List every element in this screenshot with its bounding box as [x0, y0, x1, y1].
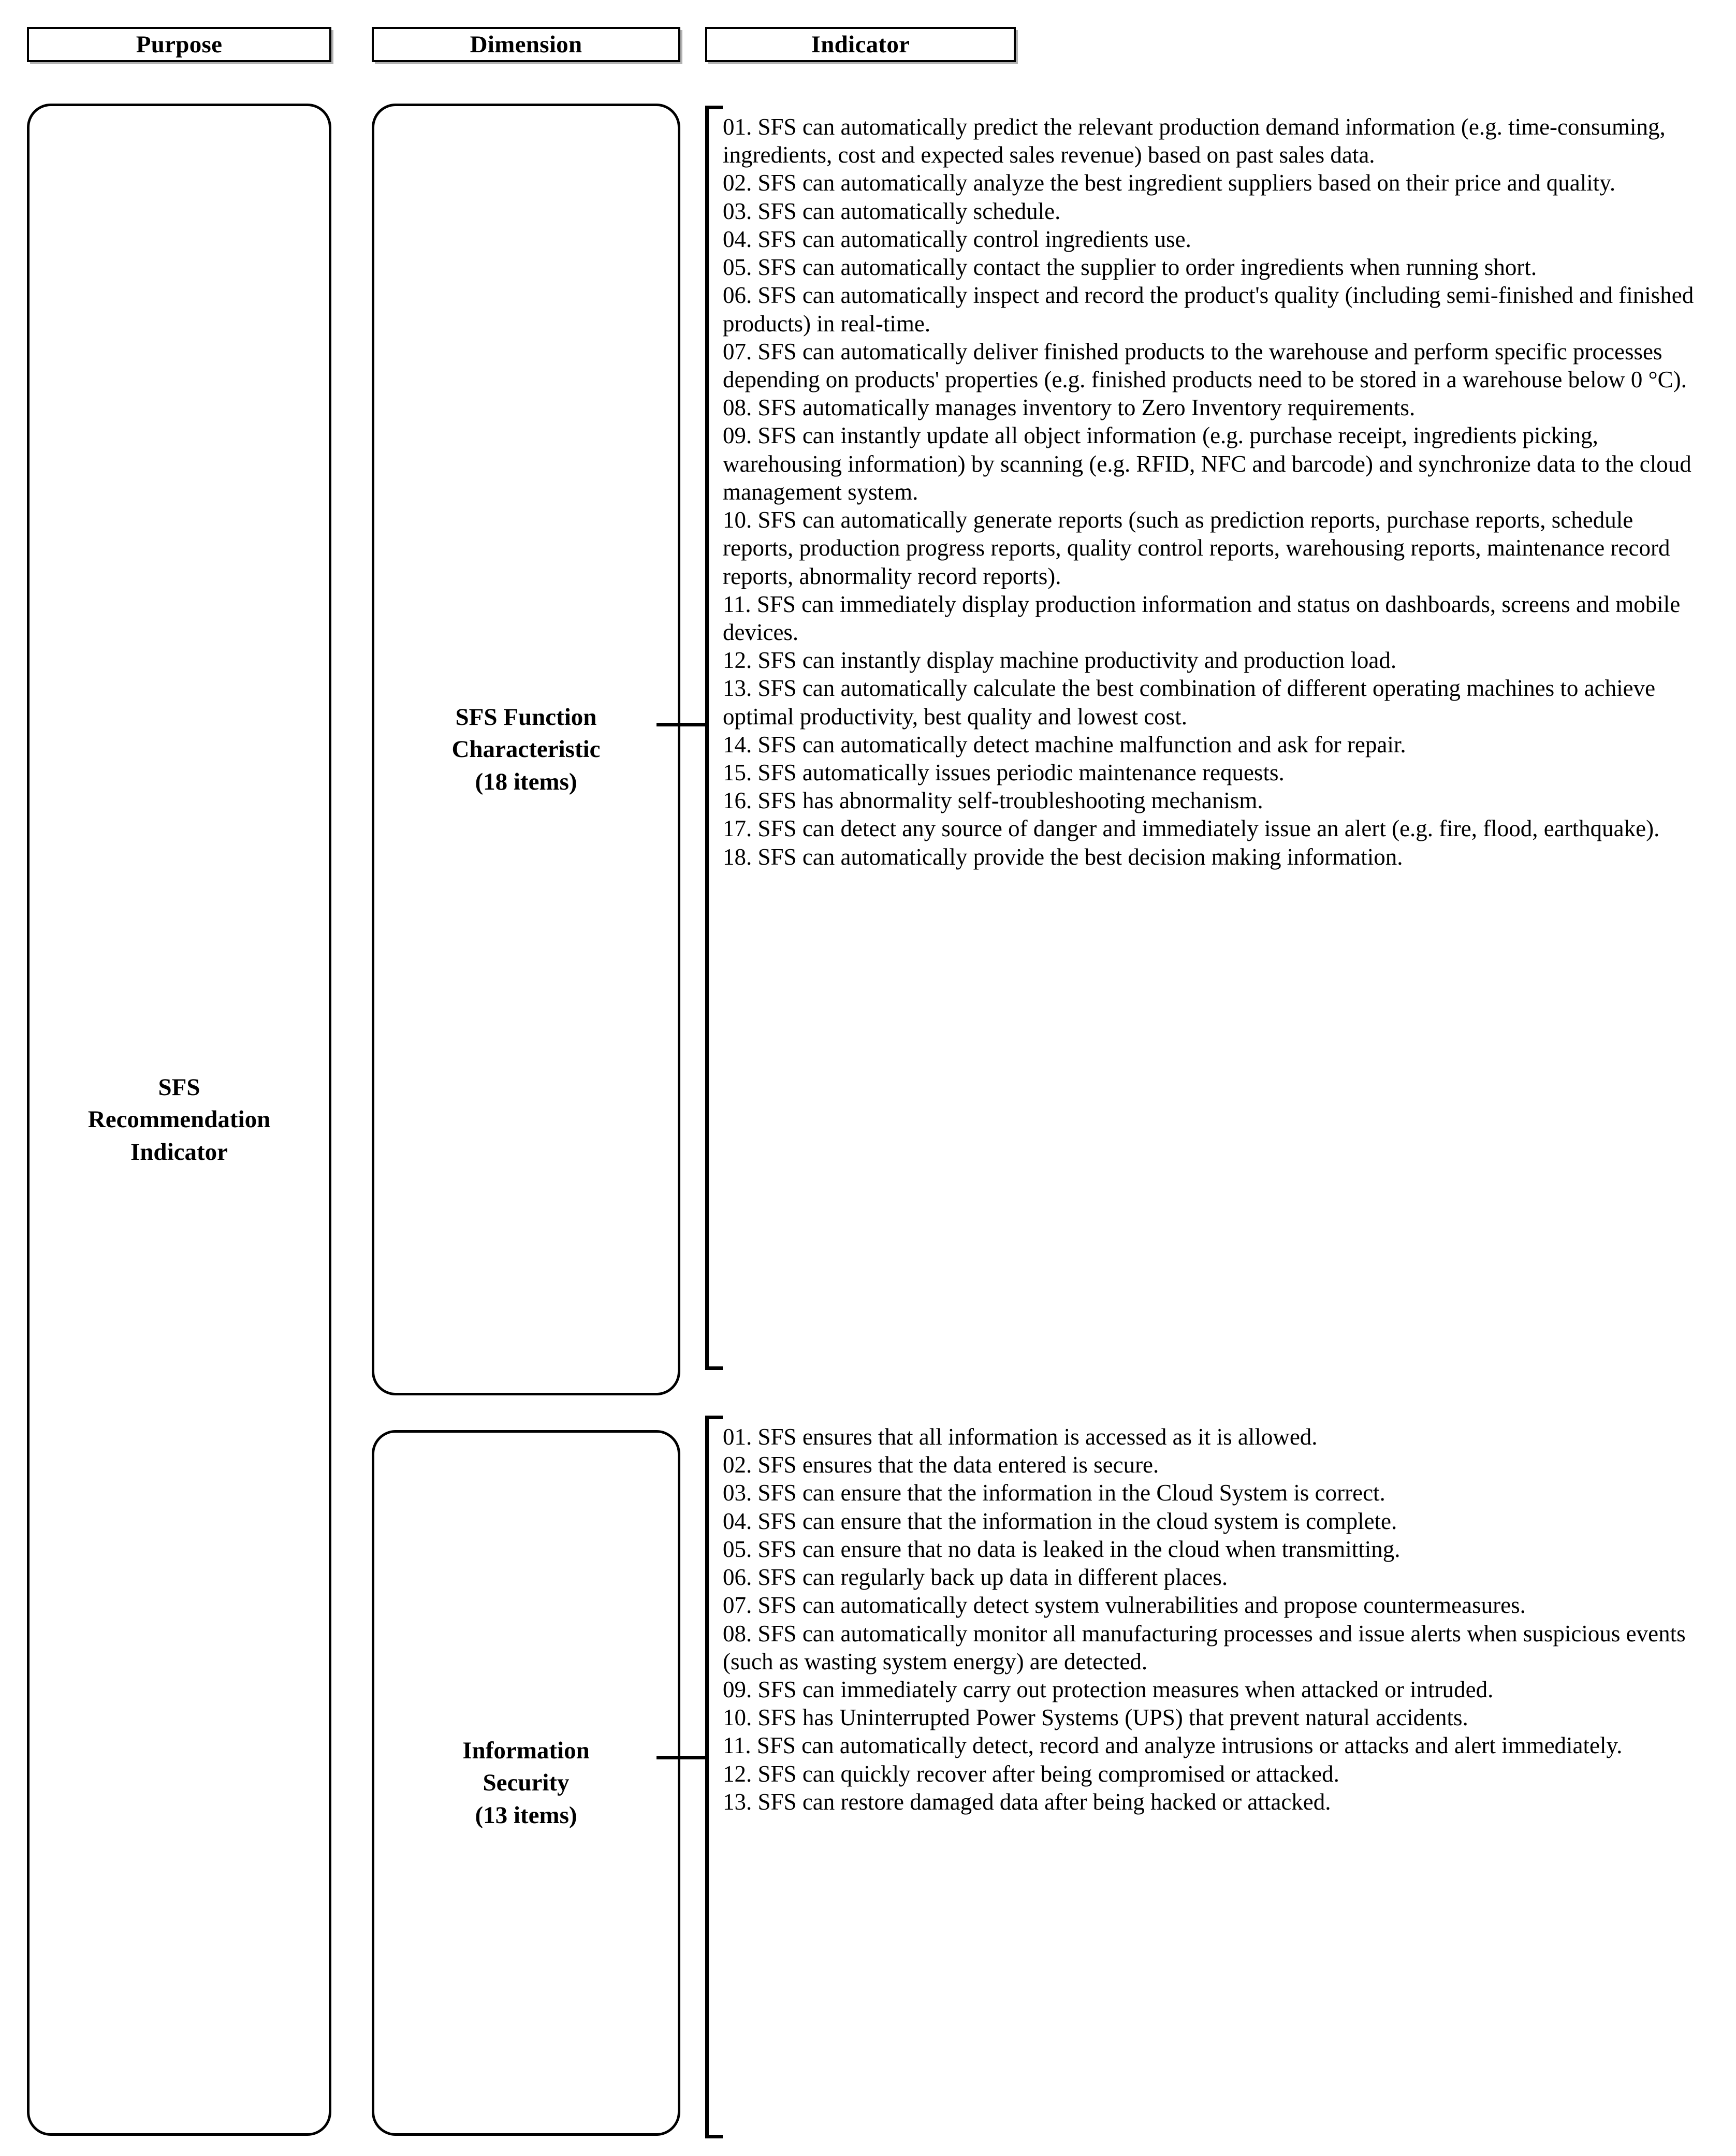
bracket-icon	[705, 1416, 723, 2138]
dimension-label: SFS Function Characteristic (18 items)	[451, 704, 601, 795]
indicator-item: 05. SFS can ensure that no data is leaked in the cloud when transmitting.	[723, 1536, 1401, 1562]
connector-line	[657, 723, 707, 726]
indicator-list	[723, 106, 1709, 871]
indicator-item: 10. SFS can automatically generate reports (such as prediction reports, purchase reports, schedule reports, production progress reports, quality control reports, warehousing reports, maintenance record reports, abnormality record reports).	[723, 507, 1670, 589]
indicator-item: 11. SFS can automatically detect, record and analyze intrusions or attacks and alert immediately.	[723, 1732, 1623, 1759]
indicator-item: 09. SFS can instantly update all object information (e.g. purchase receipt, ingredients picking, warehousing information) by scanning (e.g. RFID, NFC and barcode) and synchronize data to the cloud management system.	[723, 423, 1691, 505]
indicator-item: 16. SFS has abnormality self-troubleshooting mechanism.	[723, 788, 1263, 814]
indicator-item: 07. SFS can automatically deliver finished products to the warehouse and perform specific processes depending on products' properties (e.g. finished products need to be stored in a warehouse below 0 °C).	[723, 338, 1687, 392]
indicator-item: 13. SFS can automatically calculate the best combination of different operating machines to achieve optimal productivity, best quality and lowest cost.	[723, 675, 1656, 730]
indicator-item: 13. SFS can restore damaged data after being hacked or attacked.	[723, 1788, 1331, 1815]
indicator-list	[723, 1416, 1709, 1816]
purpose-label: SFS Recommendation Indicator	[87, 1074, 271, 1166]
header-dimension	[372, 27, 680, 62]
indicator-item: 05. SFS can automatically contact the supplier to order ingredients when running short.	[723, 254, 1537, 281]
indicator-item: 03. SFS can ensure that the information in the Cloud System is correct.	[723, 1480, 1385, 1506]
header-dimension-label: Dimension	[470, 31, 582, 58]
indicator-item: 04. SFS can automatically control ingredients use.	[723, 226, 1191, 252]
indicator-item: 09. SFS can immediately carry out protection measures when attacked or intruded.	[723, 1676, 1494, 1702]
indicator-item: 06. SFS can automatically inspect and record the product's quality (including semi-finished and finished products) in real-time.	[723, 282, 1694, 337]
indicator-item: 10. SFS has Uninterrupted Power Systems (UPS) that prevent natural accidents.	[723, 1705, 1468, 1731]
dimension-label: Information Security (13 items)	[462, 1737, 590, 1829]
dimension-box-sfs-function-characteristic	[372, 104, 680, 1395]
indicator-item: 12. SFS can quickly recover after being compromised or attacked.	[723, 1760, 1339, 1787]
indicator-item: 18. SFS can automatically provide the best decision making information.	[723, 843, 1403, 870]
indicator-item: 14. SFS can automatically detect machine malfunction and ask for repair.	[723, 731, 1406, 757]
purpose-box	[27, 104, 331, 2136]
indicator-item: 01. SFS ensures that all information is accessed as it is allowed.	[723, 1424, 1318, 1450]
indicator-item: 06. SFS can regularly back up data in different places.	[723, 1564, 1228, 1591]
indicator-item: 02. SFS can automatically analyze the best ingredient suppliers based on their price and quality.	[723, 170, 1616, 196]
dimension-box-information-security	[372, 1430, 680, 2136]
indicator-item: 15. SFS automatically issues periodic maintenance requests.	[723, 760, 1285, 786]
indicator-item: 12. SFS can instantly display machine productivity and production load.	[723, 647, 1397, 674]
header-purpose-label: Purpose	[136, 31, 223, 58]
bracket-icon	[705, 106, 723, 1370]
indicator-item: 17. SFS can detect any source of danger and immediately issue an alert (e.g. fire, flood, earthquake).	[723, 815, 1660, 842]
indicator-item: 04. SFS can ensure that the information in the cloud system is complete.	[723, 1508, 1397, 1534]
header-indicator	[705, 27, 1016, 62]
indicator-item: 03. SFS can automatically schedule.	[723, 198, 1061, 224]
header-indicator-label: Indicator	[811, 31, 910, 58]
connector-line	[657, 1756, 707, 1759]
indicator-item: 07. SFS can automatically detect system vulnerabilities and propose countermeasures.	[723, 1592, 1526, 1619]
indicator-item: 08. SFS automatically manages inventory to Zero Inventory requirements.	[723, 395, 1416, 421]
header-purpose	[27, 27, 331, 62]
column-headers	[0, 0, 1736, 72]
indicator-item: 01. SFS can automatically predict the relevant production demand information (e.g. time-consuming, ingredients, cost and expected sales revenue) based on past sales data.	[723, 114, 1666, 168]
indicator-group-sfs-function-characteristic	[705, 106, 1720, 1370]
indicator-group-information-security	[705, 1416, 1720, 2138]
indicator-item: 11. SFS can immediately display production information and status on dashboards, screens and mobile devices.	[723, 591, 1681, 645]
indicator-item: 08. SFS can automatically monitor all manufacturing processes and issue alerts when suspicious events (such as wasting system energy) are detected.	[723, 1620, 1686, 1674]
indicator-item: 02. SFS ensures that the data entered is secure.	[723, 1452, 1159, 1478]
